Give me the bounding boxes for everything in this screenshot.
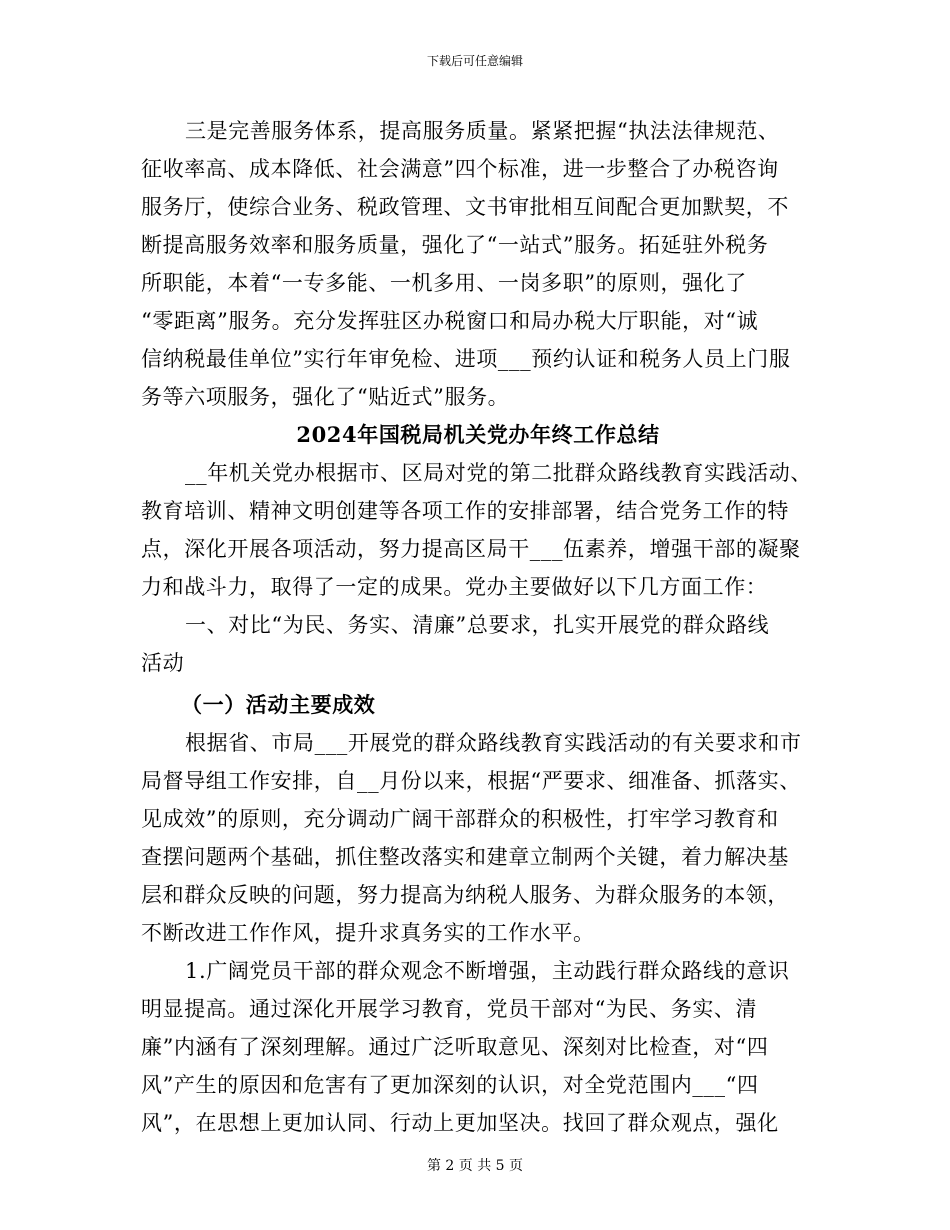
paragraph-line: 查摆问题两个基础，抓住整改落实和建章立制两个关键，着力解决基 bbox=[141, 845, 789, 869]
paragraph-line: 风”，在思想上更加认同、行动上更加坚决。找回了群众观点，强化 bbox=[141, 1111, 779, 1135]
paragraph-line: 征收率高、成本降低、社会满意”四个标准，进一步整合了办税咨询 bbox=[141, 157, 779, 181]
paragraph-line: 活动 bbox=[141, 651, 185, 675]
paragraph-line: __年机关党办根据市、区局对党的第二批群众路线教育实践活动、 bbox=[185, 461, 812, 485]
page-header-note: 下载后可任意编辑 bbox=[426, 54, 523, 68]
document-body bbox=[141, 112, 812, 1142]
paragraph-line: 信纳税最佳单位”实行年审免检、进项___预约认证和税务人员上门服 bbox=[141, 347, 791, 371]
paragraph-line: 根据省、市局___开展党的群众路线教育实践活动的有关要求和市 bbox=[185, 731, 802, 755]
paragraph-line: 点，深化开展各项活动，努力提高区局干___伍素养，增强干部的凝聚 bbox=[141, 537, 801, 561]
document-title: 2024年国税局机关党办年终工作总结 bbox=[296, 422, 660, 447]
paragraph-line: 断提高服务效率和服务质量，强化了“一站式”服务。拓延驻外税务 bbox=[141, 233, 769, 257]
paragraph-line: 服务厅，使综合业务、税政管理、文书审批相互间配合更加默契，不 bbox=[141, 195, 789, 219]
paragraph-line: 层和群众反映的问题，努力提高为纳税人服务、为群众服务的本领， bbox=[141, 883, 789, 907]
paragraph-line: 明显提高。通过深化开展学习教育，党员干部对“为民、务实、清 bbox=[141, 997, 758, 1021]
paragraph-line: 局督导组工作安排，自__月份以来，根据“严要求、细准备、抓落实、 bbox=[141, 769, 801, 793]
paragraph-line: 不断改进工作作风，提升求真务实的工作水平。 bbox=[141, 921, 595, 945]
paragraph-line: 廉”内涵有了深刻理解。通过广泛听取意见、深刻对比检查，对“四 bbox=[141, 1035, 769, 1059]
paragraph-line: 一、对比“为民、务实、清廉”总要求，扎实开展党的群众路线 bbox=[185, 613, 770, 637]
paragraph-line: 所职能，本着“一专多能、一机多用、一岗多职”的原则，强化了 bbox=[141, 271, 747, 295]
page-number-footer: 第 2 页 共 5 页 bbox=[426, 1158, 524, 1174]
section-subheading: （一）活动主要成效 bbox=[181, 692, 376, 717]
paragraph-line: 1.广阔党员干部的群众观念不断增强，主动践行群众路线的意识 bbox=[185, 959, 790, 983]
paragraph-line: 三是完善服务体系，提高服务质量。紧紧把握“执法法律规范、 bbox=[185, 119, 780, 143]
paragraph-line: “零距离”服务。充分发挥驻区办税窗口和局办税大厅职能，对“诚 bbox=[141, 309, 759, 333]
paragraph-line: 教育培训、精神文明创建等各项工作的安排部署，结合党务工作的特 bbox=[141, 499, 789, 523]
paragraph-line: 务等六项服务，强化了“贴近式”服务。 bbox=[141, 385, 510, 409]
paragraph-line: 见成效”的原则，充分调动广阔干部群众的积极性，打牢学习教育和 bbox=[141, 807, 779, 831]
paragraph-line: 风”产生的原因和危害有了更加深刻的认识，对全党范围内___“四 bbox=[141, 1073, 759, 1097]
paragraph-line: 力和战斗力，取得了一定的成果。党办主要做好以下几方面工作： bbox=[141, 575, 768, 599]
